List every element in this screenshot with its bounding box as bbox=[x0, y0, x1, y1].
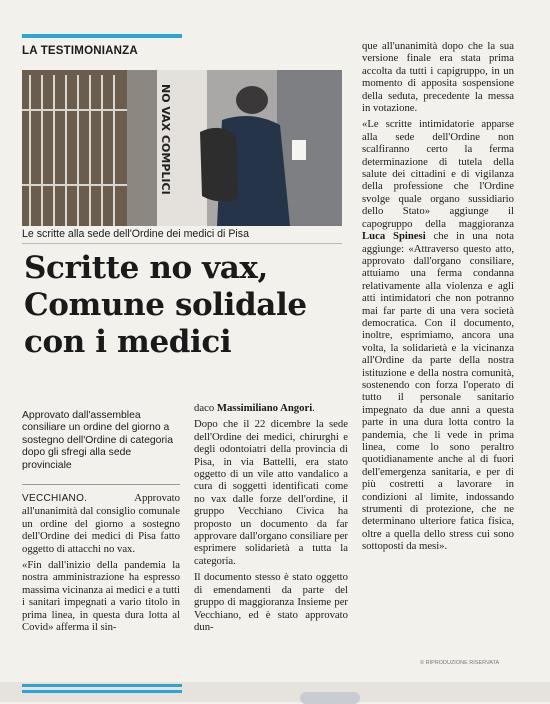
article-photo bbox=[22, 70, 342, 226]
paragraph-text: Approvato all'unanimità dal consiglio comunale un ordine del giorno a sostegno dell'Ordine dei medici di Pisa fatto oggetto di attacchi no vax. bbox=[22, 492, 180, 555]
paragraph-text: daco bbox=[194, 402, 215, 414]
copyright-note: © RIPRODUZIONE RISERVATA bbox=[420, 660, 500, 666]
person-name: Luca Spinesi bbox=[362, 230, 426, 243]
headline bbox=[24, 250, 354, 361]
bottom-accent-bar bbox=[22, 690, 182, 693]
headline-line-2: Comune solidale bbox=[24, 287, 307, 323]
dateline: VECCHIANO. bbox=[22, 493, 88, 504]
section-accent-bar bbox=[22, 34, 182, 38]
paragraph: «Fin dall'inizio della pandemia la nostra amministrazione ha espresso massima vicinanza ai medici e a tutti i sanitari impegnati a vario titolo in prima linea, in questa dura lotta al Covid» afferma il sin- bbox=[22, 559, 180, 634]
headline-line-3: con i medici bbox=[24, 324, 232, 360]
caption-divider bbox=[22, 243, 342, 244]
paragraph bbox=[362, 118, 514, 552]
article-column-1 bbox=[22, 492, 180, 637]
paragraph-text: «Le scritte intimidatorie apparse alla sede dell'Ordine non scalfiranno certo la ferma determinazione di tutela della salute dei cittadini e di vigilanza della professione che l'Ordine svolge quale organo sussidiario dello Stato» aggiunge il capogruppo della maggioranza bbox=[362, 118, 514, 230]
paragraph-text: che in una nota aggiunge: «Attraverso questo atto, approvato dall'organo consiliare, attuiamo una ferma condanna relativamente alla violenza e agli atti intimidatori che non potranno mai far parte di una vera società democratica. Con il documento, inoltre, esprimiamo, ancora una volta, la solidarietà e la vicinanza all'Ordine da parte della nostra istituzione e della nostra comunità, sostenendo con forza l'operato di tutto il personale sanitario impegnato da due anni a questa parte in una dura lotta contro la pandemia, che li vede in prima linea, come lo sono peraltro quotidianamente anche al di fuori dell'emergenza sanitaria, e per di più costretti a lavorare in condizioni al limite, indossando strumenti di protezione, che ne determinano ulteriore fatica fisica, oltre a quella dello stress cui sono sottoposti da mesi». bbox=[362, 230, 514, 553]
cropped-top-text bbox=[0, 0, 550, 10]
person-name: Massimiliano Angori bbox=[216, 402, 313, 414]
paragraph bbox=[194, 402, 348, 414]
paragraph: que all'unanimità dopo che la sua versione finale era stata prima accolta da tutti i capigruppo, in un momento di apposita sospensione della seduta, precedente la messa in votazione. bbox=[362, 40, 514, 115]
bottom-strip bbox=[0, 682, 550, 702]
article-column-3 bbox=[362, 40, 514, 557]
headline-line-1: Scritte no vax, bbox=[24, 250, 268, 286]
bottom-accent-bar bbox=[22, 684, 182, 687]
article-summary: Approvato dall'assemblea consiliare un ordine del giorno a sostegno dell'Ordine di categoria dopo gli sfregi alla sede provinciale bbox=[22, 410, 174, 471]
section-header bbox=[22, 34, 352, 57]
paragraph-text: . bbox=[312, 402, 315, 414]
cropped-graphic bbox=[300, 692, 360, 704]
article-column-2 bbox=[194, 402, 348, 637]
section-label: LA TESTIMONIANZA bbox=[22, 45, 138, 57]
paragraph: Il documento stesso è stato oggetto di emendamenti da parte del gruppo di maggioranza Insieme per Vecchiano, ed è stato approvato dun- bbox=[194, 571, 348, 633]
graffiti-text: NO VAX COMPLICI bbox=[159, 84, 172, 195]
photo-caption: Le scritte alla sede dell'Ordine dei medici di Pisa bbox=[22, 228, 249, 240]
paragraph: Dopo che il 22 dicembre la sede dell'Ordine dei medici, chirurghi e degli odontoiatri della provincia di Pisa, in via Battelli, era stato oggetto di un vile atto vandalico a cura di soggetti identificati come no vax dalle forze dell'ordine, il gruppo Vecchiano Civica ha proposto un documento da far approvare dall'organo consiliare per esprimere solidarietà a tutta la categoria. bbox=[194, 418, 348, 567]
summary-divider bbox=[22, 484, 180, 485]
paragraph bbox=[22, 492, 180, 555]
